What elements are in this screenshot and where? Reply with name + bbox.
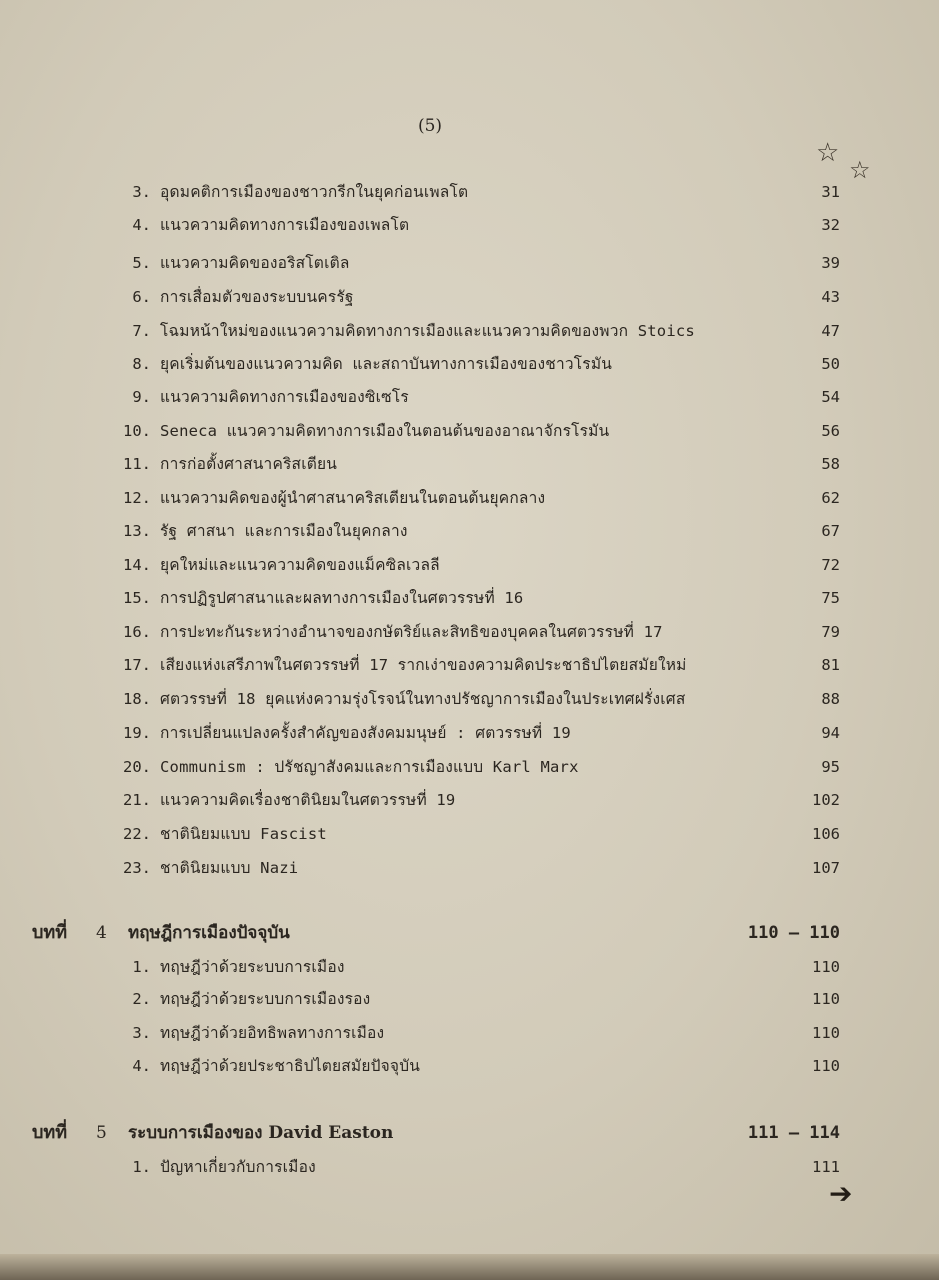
entry-number: 13. xyxy=(123,522,151,540)
entry-number: 9. xyxy=(132,388,151,406)
toc-entry xyxy=(0,787,939,813)
entry-title: ทฤษฎีว่าด้วยประชาธิปไตยสมัยปัจจุบัน xyxy=(160,1057,421,1075)
entry-title: การเสื่อมตัวของระบบนครรัฐ xyxy=(160,288,354,306)
entry-title: โฉมหน้าใหม่ของแนวความคิดทางการเมืองและแนวความคิดของพวก Stoics xyxy=(160,322,695,340)
toc-entry xyxy=(0,179,939,205)
toc-entry xyxy=(0,986,939,1012)
toc-entry xyxy=(0,954,939,980)
toc-entry xyxy=(0,351,939,377)
chapter-number: 5 xyxy=(96,1123,107,1143)
chapter-title: ระบบการเมืองของ David Easton xyxy=(128,1123,394,1143)
toc-entry xyxy=(0,686,939,712)
entry-number: 4. xyxy=(132,216,151,234)
entry-title: เสียงแห่งเสรีภาพในศตวรรษที่ 17 รากเง่าของความคิดประชาธิปไตยสมัยใหม่ xyxy=(160,656,687,674)
entry-page: 81 xyxy=(821,656,840,674)
continue-arrow-icon: ➔ xyxy=(829,1177,853,1210)
chapter-heading xyxy=(0,1118,939,1148)
entry-title: แนวความคิดทางการเมืองของซิเซโร xyxy=(160,388,409,406)
entry-page: 102 xyxy=(812,791,840,809)
toc-entry xyxy=(0,485,939,511)
chapter-prefix: บทที่ xyxy=(32,922,68,943)
entry-number: 20. xyxy=(123,758,151,776)
entry-page: 95 xyxy=(821,758,840,776)
entry-number: 15. xyxy=(123,589,151,607)
entry-page: 106 xyxy=(812,825,840,843)
toc-entry xyxy=(0,212,939,238)
entry-number: 3. xyxy=(132,1024,151,1042)
entry-page: 72 xyxy=(821,556,840,574)
entry-title: ชาตินิยมแบบ Nazi xyxy=(160,859,299,877)
entry-number: 2. xyxy=(132,990,151,1008)
entry-number: 1. xyxy=(132,1158,151,1176)
entry-page: 39 xyxy=(821,254,840,272)
entry-number: 22. xyxy=(123,825,151,843)
entry-title: ยุคใหม่และแนวความคิดของแม็คซิลเวลลี xyxy=(160,556,440,574)
toc-entry xyxy=(0,1053,939,1079)
entry-number: 5. xyxy=(132,254,151,272)
entry-page: 54 xyxy=(821,388,840,406)
entry-title: อุดมคติการเมืองของชาวกรีกในยุคก่อนเพลโต xyxy=(160,183,469,201)
toc-entry xyxy=(0,1154,939,1180)
entry-page: 110 xyxy=(812,1057,840,1075)
entry-page: 50 xyxy=(821,355,840,373)
entry-title: ศตวรรษที่ 18 ยุคแห่งความรุ่งโรจน์ในทางปรัชญาการเมืองในประเทศฝรั่งเศส xyxy=(160,690,686,708)
chapter-page-range: 111 – 114 xyxy=(747,1123,840,1143)
toc-entry xyxy=(0,418,939,444)
toc-entry xyxy=(0,318,939,344)
entry-page: 32 xyxy=(821,216,840,234)
page-number: (5) xyxy=(417,116,443,136)
toc-entry xyxy=(0,652,939,678)
entry-number: 14. xyxy=(123,556,151,574)
toc-entry xyxy=(0,284,939,310)
entry-number: 23. xyxy=(123,859,151,877)
entry-page: 58 xyxy=(821,455,840,473)
entry-number: 17. xyxy=(123,656,151,674)
entry-title: ทฤษฎีว่าด้วยอิทธิพลทางการเมือง xyxy=(160,1024,385,1042)
toc-entry xyxy=(0,552,939,578)
chapter-page-range: 110 – 110 xyxy=(747,923,840,943)
entry-page: 107 xyxy=(812,859,840,877)
entry-number: 10. xyxy=(123,422,151,440)
star-icon: ☆ xyxy=(816,138,840,168)
toc-entry xyxy=(0,821,939,847)
entry-number: 6. xyxy=(132,288,151,306)
star-icon: ☆ xyxy=(849,156,871,184)
entry-page: 43 xyxy=(821,288,840,306)
entry-title: การปฏิรูปศาสนาและผลทางการเมืองในศตวรรษที่ 16 xyxy=(160,589,524,607)
entry-page: 110 xyxy=(812,990,840,1008)
entry-page: 75 xyxy=(821,589,840,607)
entry-title: Communism : ปรัชญาสังคมและการเมืองแบบ Karl Marx xyxy=(160,758,579,776)
toc-entry xyxy=(0,1020,939,1046)
entry-title: การปะทะกันระหว่างอำนาจของกษัตริย์และสิทธิของบุคคลในศตวรรษที่ 17 xyxy=(160,623,663,641)
entry-number: 19. xyxy=(123,724,151,742)
entry-title: Seneca แนวความคิดทางการเมืองในตอนต้นของอาณาจักรโรมัน xyxy=(160,422,610,440)
entry-page: 62 xyxy=(821,489,840,507)
entry-number: 1. xyxy=(132,958,151,976)
toc-entry xyxy=(0,250,939,276)
entry-number: 18. xyxy=(123,690,151,708)
entry-title: การก่อตั้งศาสนาคริสเตียน xyxy=(160,455,338,473)
entry-number: 16. xyxy=(123,623,151,641)
entry-number: 7. xyxy=(132,322,151,340)
entry-number: 4. xyxy=(132,1057,151,1075)
entry-number: 12. xyxy=(123,489,151,507)
toc-entry xyxy=(0,384,939,410)
entry-page: 47 xyxy=(821,322,840,340)
toc-entry xyxy=(0,451,939,477)
entry-title: ทฤษฎีว่าด้วยระบบการเมืองรอง xyxy=(160,990,371,1008)
entry-number: 8. xyxy=(132,355,151,373)
entry-title: แนวความคิดเรื่องชาตินิยมในศตวรรษที่ 19 xyxy=(160,791,456,809)
entry-page: 31 xyxy=(821,183,840,201)
entry-title: ชาตินิยมแบบ Fascist xyxy=(160,825,327,843)
entry-title: ปัญหาเกี่ยวกับการเมือง xyxy=(160,1158,316,1176)
toc-entry xyxy=(0,619,939,645)
entry-number: 3. xyxy=(132,183,151,201)
entry-title: ยุคเริ่มต้นของแนวความคิด และสถาบันทางการเมืองของชาวโรมัน xyxy=(160,355,613,373)
entry-page: 110 xyxy=(812,958,840,976)
entry-page: 67 xyxy=(821,522,840,540)
entry-page: 88 xyxy=(821,690,840,708)
entry-page: 94 xyxy=(821,724,840,742)
entry-page: 79 xyxy=(821,623,840,641)
entry-title: ทฤษฎีว่าด้วยระบบการเมือง xyxy=(160,958,345,976)
chapter-title: ทฤษฎีการเมืองปัจจุบัน xyxy=(128,923,290,943)
entry-page: 110 xyxy=(812,1024,840,1042)
entry-page: 111 xyxy=(812,1158,840,1176)
page-bottom-edge xyxy=(0,1254,939,1280)
entry-page: 56 xyxy=(821,422,840,440)
entry-title: การเปลี่ยนแปลงครั้งสำคัญของสังคมมนุษย์ : ศตวรรษที่ 19 xyxy=(160,724,571,742)
toc-entry xyxy=(0,585,939,611)
chapter-heading xyxy=(0,918,939,948)
entry-number: 21. xyxy=(123,791,151,809)
entry-title: รัฐ ศาสนา และการเมืองในยุคกลาง xyxy=(160,522,408,540)
toc-entry xyxy=(0,518,939,544)
entry-title: แนวความคิดของผู้นำศาสนาคริสเตียนในตอนต้นยุคกลาง xyxy=(160,489,546,507)
toc-entry xyxy=(0,754,939,780)
toc-entry xyxy=(0,720,939,746)
entry-number: 11. xyxy=(123,455,151,473)
toc-entry xyxy=(0,855,939,881)
chapter-number: 4 xyxy=(96,923,107,943)
entry-title: แนวความคิดทางการเมืองของเพลโต xyxy=(160,216,410,234)
entry-title: แนวความคิดของอริสโตเติล xyxy=(160,254,350,272)
chapter-prefix: บทที่ xyxy=(32,1122,68,1143)
